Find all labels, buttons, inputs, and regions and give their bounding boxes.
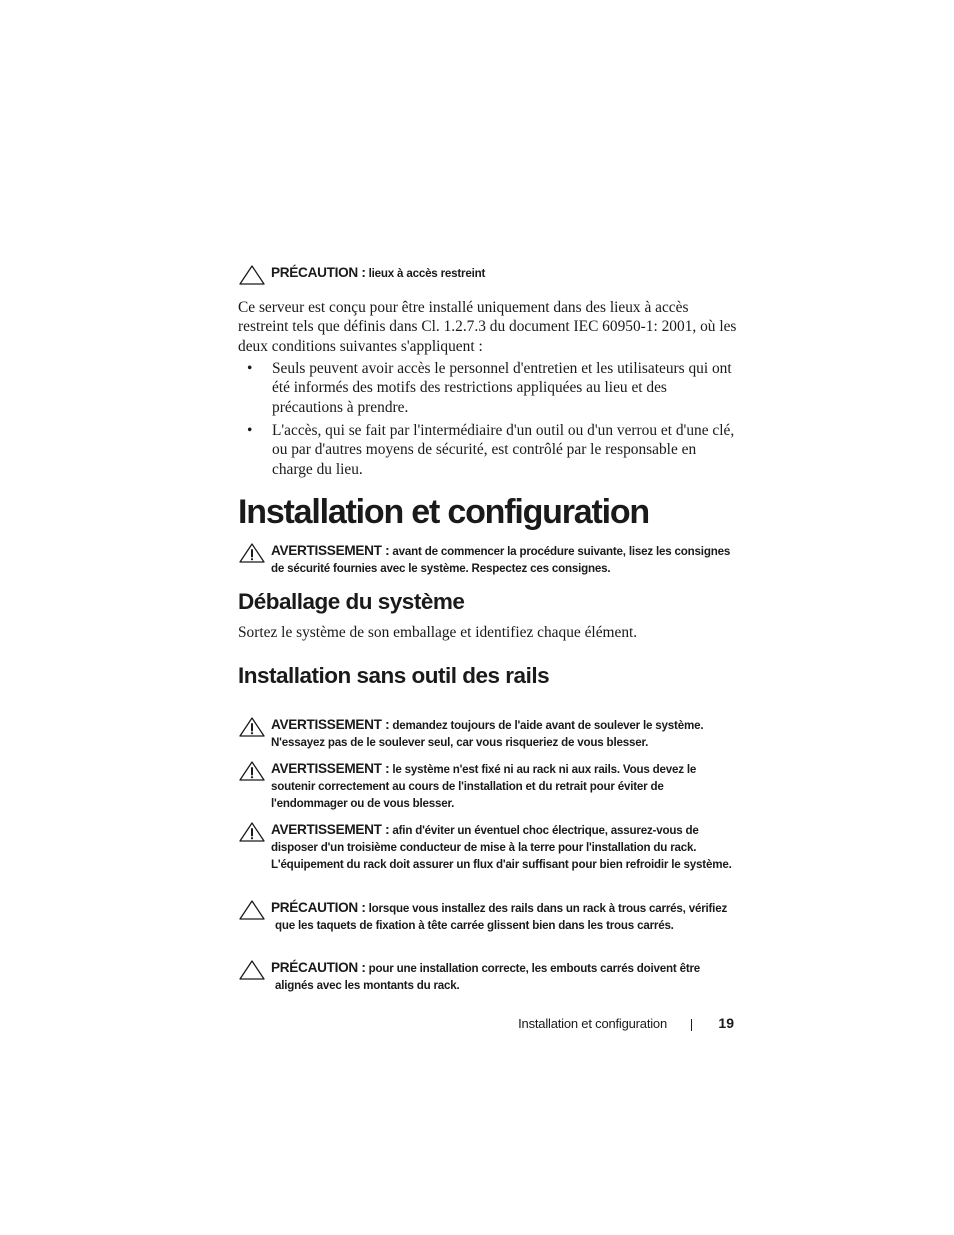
caution-square-holes: [238, 899, 738, 934]
unpack-heading: Déballage du système: [238, 589, 465, 614]
caution-text: lieux à accès restreint: [368, 267, 486, 280]
warning-text: le système n'est fixé ni au rack ni aux rails. Vous devez le soutenir correctement au cours de l'installation et du retrait pour éviter de l'endommager ou de vous blesser.: [271, 763, 697, 811]
rails-heading: Installation sans outil des rails: [238, 663, 550, 688]
bullet-list: [238, 359, 738, 482]
warning-label: AVERTISSEMENT :: [271, 717, 390, 732]
section-title: Installation et configuration: [238, 493, 649, 531]
caution-text: pour une installation correcte, les embouts carrés doivent être alignés avec les montants du rack.: [275, 962, 701, 993]
intro-paragraph: Ce serveur est conçu pour être installé uniquement dans des lieux à accès restreint tels que définis dans Cl. 1.2.7.3 du document IEC 60950-1: 2001, où les deux conditions suivantes s'appliquent :: [238, 299, 737, 355]
warning-label: AVERTISSEMENT :: [271, 543, 390, 558]
caution-label: PRÉCAUTION :: [271, 265, 366, 280]
warning-intro: [238, 542, 738, 577]
warning-triangle-icon: [238, 760, 266, 782]
footer-section-title: Installation et configuration: [518, 1016, 667, 1031]
caution-label: PRÉCAUTION :: [271, 900, 366, 915]
list-item: • Seuls peuvent avoir accès le personnel d'entretien et les utilisateurs qui ont été informés des motifs des restrictions appliquées au lieu et des précautions à prendre.: [247, 360, 732, 416]
warning-label: AVERTISSEMENT :: [271, 822, 390, 837]
warning-triangle-icon: [238, 821, 266, 843]
warning-triangle-icon: [238, 716, 266, 738]
caution-triangle-icon: [238, 959, 266, 981]
caution-alignment: [238, 959, 738, 994]
caution-text: lorsque vous installez des rails dans un rack à trous carrés, vérifiez que les taquets de fixation à tête carrée glissent bien dans les trous carrés.: [275, 902, 728, 933]
warning-text: demandez toujours de l'aide avant de soulever le système. N'essayez pas de le soulever seul, car vous risqueriez de vous blesser.: [271, 719, 704, 750]
page-number: 19: [718, 1015, 734, 1031]
warning-lift: [238, 716, 738, 751]
list-item: • L'accès, qui se fait par l'intermédiaire d'un outil ou d'un verrou et d'une clé, ou par d'autres moyens de sécurité, est contrôlé par le responsable en charge du lieu.: [247, 421, 735, 478]
warning-label: AVERTISSEMENT :: [271, 761, 390, 776]
caution-restricted-access: [238, 264, 738, 282]
footer-divider: [691, 1019, 692, 1031]
warning-text: avant de commencer la procédure suivante, lisez les consignes de sécurité fournies avec le système. Respectez ces consignes.: [271, 545, 731, 576]
warning-electric: [238, 821, 738, 874]
caution-triangle-icon: [238, 264, 266, 286]
page-footer: [490, 1014, 738, 1034]
warning-triangle-icon: [238, 542, 266, 564]
unpack-text: Sortez le système de son emballage et identifiez chaque élément.: [238, 624, 638, 641]
caution-triangle-icon: [238, 899, 266, 921]
warning-text: afin d'éviter un éventuel choc électrique, assurez-vous de disposer d'un troisième conducteur de mise à la terre pour l'installation du rack. L'équipement du rack doit assurer un flux d'air suffisant pour bien refroidir le système.: [271, 824, 732, 872]
caution-label: PRÉCAUTION :: [271, 960, 366, 975]
warning-support: [238, 760, 738, 813]
